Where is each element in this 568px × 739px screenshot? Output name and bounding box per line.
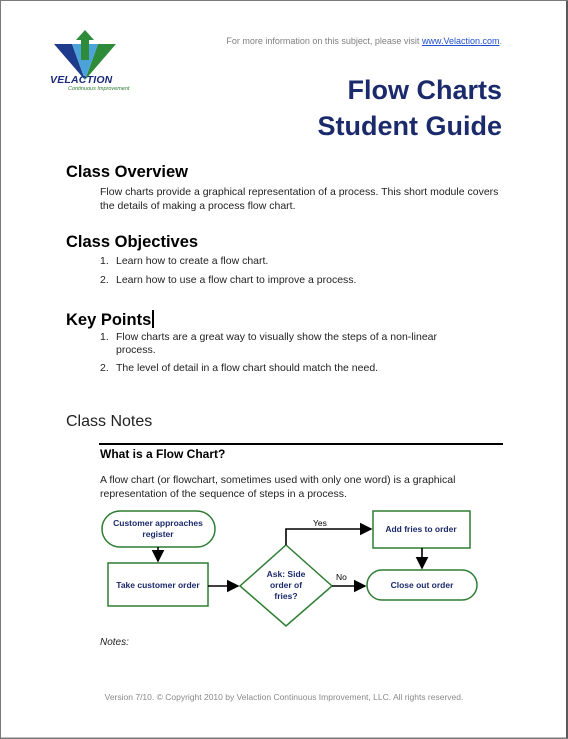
- objectives-heading: Class Objectives: [66, 233, 199, 251]
- header-note-suffix: .: [499, 36, 502, 46]
- add-fries-label: Add fries to order: [385, 524, 457, 534]
- no-label: No: [336, 572, 347, 582]
- key-points-heading-text: Key Points: [66, 311, 152, 329]
- class-notes-text: A flow chart (or flowchart, sometimes used with only one word) is a graphical representation of the sequence of steps in a process.: [100, 474, 456, 500]
- key-point-1-num: 1.: [100, 331, 109, 343]
- start-label-line-1: Customer approaches: [113, 518, 203, 528]
- key-point-2-num: 2.: [100, 362, 109, 374]
- overview-text: Flow charts provide a graphical representation of a process. This short module covers the details of making a process flow chart.: [100, 186, 499, 212]
- arrow-yes: [286, 529, 371, 545]
- notes-label: Notes:: [100, 637, 129, 648]
- decision-label-line-1: Ask: Side: [266, 569, 306, 579]
- velaction-link[interactable]: www.Velaction.com: [421, 36, 500, 46]
- logo-brand: VELACTION: [50, 74, 113, 86]
- key-point-1-text: Flow charts are a great way to visually show the steps of a non-linear process.: [116, 331, 437, 356]
- close-out-label: Close out order: [390, 580, 454, 590]
- footer-copyright: Version 7/10. © Copyright 2010 by Velaction Continuous Improvement, LLC. All rights reserved.: [104, 692, 464, 702]
- objective-2-text: Learn how to use a flow chart to improve a process.: [116, 274, 357, 286]
- logo-tagline: Continuous Improvement: [68, 86, 130, 92]
- what-is-heading: What is a Flow Chart?: [100, 447, 226, 461]
- take-order-label: Take customer order: [116, 580, 200, 590]
- decision-label-line-3: fries?: [274, 591, 298, 601]
- objective-2-num: 2.: [100, 274, 109, 286]
- decision-label-line-2: order of: [269, 580, 303, 590]
- class-notes-heading: Class Notes: [66, 413, 153, 430]
- key-point-2-text: The level of detail in a flow chart should match the need.: [116, 362, 379, 374]
- objective-1-num: 1.: [100, 255, 109, 267]
- overview-heading: Class Overview: [66, 163, 188, 181]
- title-line-1: Flow Charts: [347, 75, 502, 105]
- yes-label: Yes: [313, 518, 327, 528]
- title-line-2: Student Guide: [317, 111, 502, 141]
- start-label-line-2: register: [142, 529, 174, 539]
- header-note-prefix: For more information on this subject, please visit: [226, 36, 422, 46]
- objective-1-text: Learn how to create a flow chart.: [116, 255, 269, 267]
